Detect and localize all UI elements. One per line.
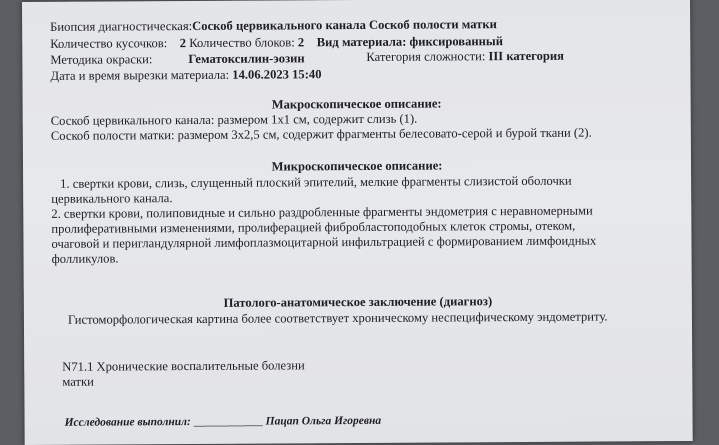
blocks-value: 2 bbox=[297, 35, 305, 50]
material-value: фиксированный bbox=[409, 34, 504, 49]
micro-item2-line1: 2. свертки крови, полиповидные и сильно раздробленные фрагменты эндометрия с неравномерными bbox=[51, 203, 593, 221]
signature-line bbox=[65, 414, 382, 431]
material-label: Вид материала: bbox=[316, 34, 407, 50]
micro-item2-line2: пролиферативными изменениями, пролиферацией фибробластоподобных клеток стромы, отеком, bbox=[51, 218, 576, 236]
complexity-value: III категория bbox=[488, 48, 564, 64]
signature-name: Пацап Ольга Игоревна bbox=[265, 414, 382, 428]
blocks-label: Количество блоков: bbox=[189, 35, 295, 51]
stain-value: Гематоксилин-эозин bbox=[188, 51, 305, 67]
biopsy-label: Биопсия диагностическая: bbox=[50, 19, 193, 34]
macro-line-1: Соскоб цервикального канала: размером 1х1 см, содержит слизь (1). bbox=[50, 111, 418, 128]
date-line bbox=[50, 67, 321, 84]
conclusion-title: Патолого-анатомическое заключение (диагноз) bbox=[223, 294, 493, 310]
icd-line-1: N71.1 Хронические воспалительные болезни bbox=[62, 358, 305, 374]
biopsy-value: Соскоб цервикального канала Соскоб полости матки bbox=[192, 17, 497, 34]
micro-item1-line1: 1. свертки крови, слизь, слущенный плоский эпителий, мелкие фрагменты слизистой оболочки bbox=[60, 173, 572, 191]
pieces-label: Количество кусочков: bbox=[50, 36, 168, 51]
macro-line-2: Соскоб полости матки: размером 3х2,5 см, содержит фрагменты белесовато-серой и бурой ткани (2). bbox=[50, 125, 592, 143]
pieces-value: 2 bbox=[179, 36, 187, 51]
date-label: Дата и время вырезки материала: bbox=[50, 67, 230, 83]
stain-label: Методика окраски: bbox=[50, 52, 153, 67]
biopsy-line bbox=[50, 17, 497, 35]
signature-label: Исследование выполнил: bbox=[64, 416, 191, 429]
micro-item2-line3: очаговой и перигландулярной лимфоплазмоцитарной инфильтрацией с формированием лимфоидных bbox=[51, 233, 597, 251]
conclusion-text: Гистоморфологическая картина более соответствует хроническому неспецифическому эндометриту. bbox=[67, 309, 608, 327]
complexity-line bbox=[366, 49, 564, 65]
complexity-label: Категория сложности: bbox=[366, 49, 486, 64]
micro-item2-line4: фолликулов. bbox=[51, 251, 119, 266]
micro-title: Микроскопическое описание: bbox=[271, 158, 443, 174]
macro-title: Макроскопическое описание: bbox=[271, 96, 442, 112]
signature-blank: ____________ bbox=[193, 415, 263, 428]
date-value: 14.06.2023 15:40 bbox=[232, 67, 322, 82]
micro-item1-line2: цервикального канала. bbox=[51, 191, 173, 206]
document-sheet bbox=[22, 0, 693, 445]
icd-line-2: матки bbox=[62, 374, 94, 389]
